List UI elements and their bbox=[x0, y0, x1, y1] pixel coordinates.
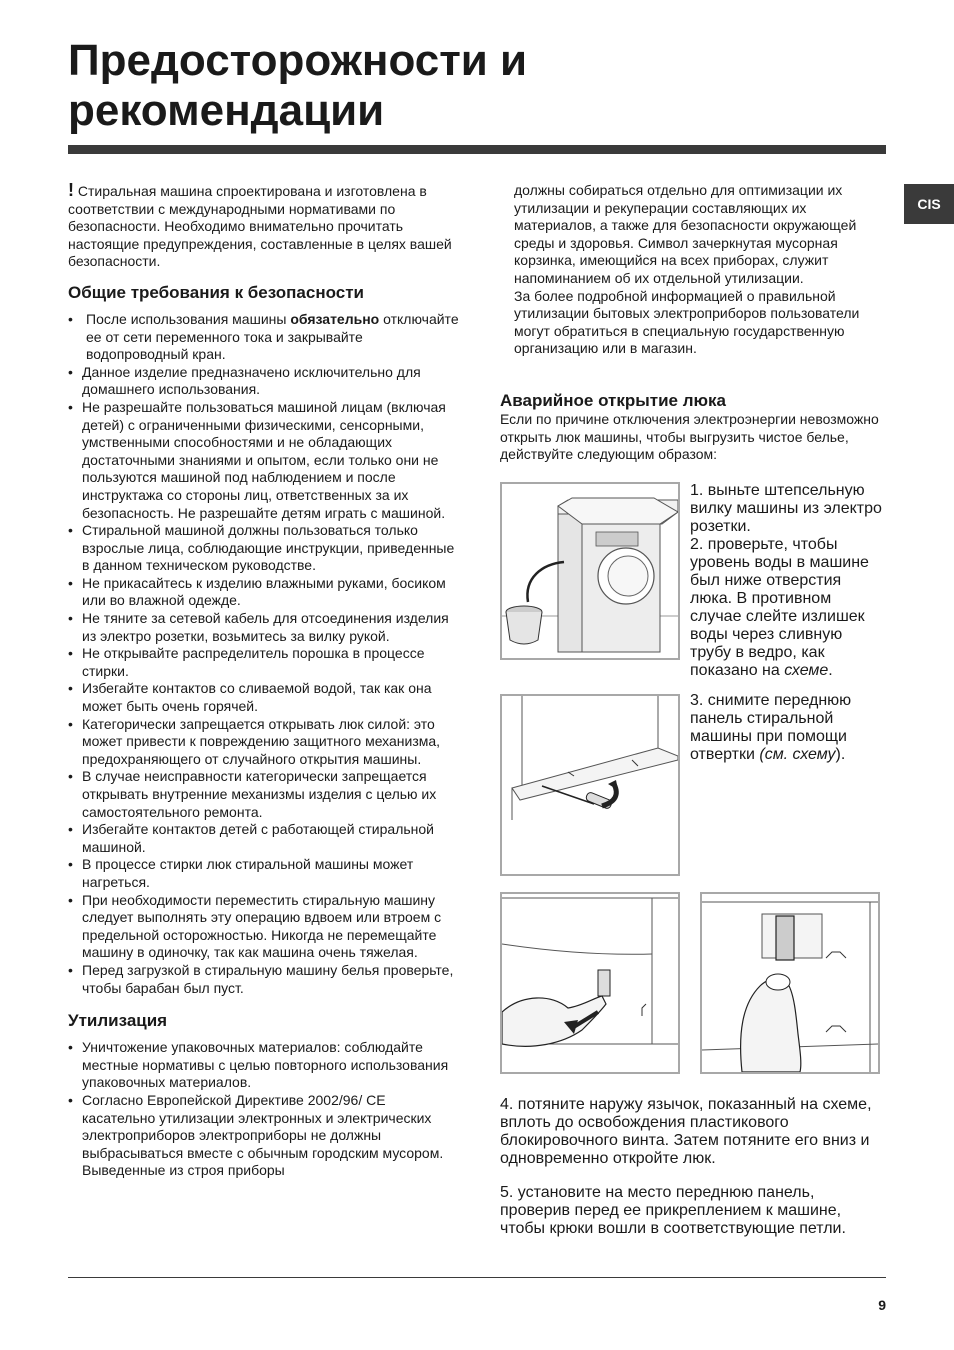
figure-open-door bbox=[700, 892, 880, 1074]
step-4: 4. потяните наружу язычок, показанный на схеме, вплоть до освобождения пластикового блокировочного винта. Затем потяните его вниз и одновременно откройте люк. bbox=[500, 1096, 872, 1167]
list-item: • В случае неисправности категорически запрещается открывать внутренние механизмы изделия с целью их самостоятельного ремонта. bbox=[68, 768, 460, 821]
emergency-door-heading: Аварийное открытие люка bbox=[500, 390, 727, 410]
list-item-text: отключайте ее от сети переменного тока и закрывайте водопроводный кран. bbox=[86, 310, 459, 363]
hand-lever-illustration bbox=[702, 894, 878, 1072]
figure-drain-water bbox=[500, 482, 680, 660]
recycling-heading: Утилизация bbox=[68, 1011, 168, 1031]
emergency-door-intro: Если по причине отключения электроэнергии невозможно открыть люк машины, чтобы выгрузить чистое белье, действуйте следующим образом: bbox=[500, 410, 879, 463]
list-item: • В процессе стирки люк стиральной машины может нагреться. bbox=[68, 856, 460, 891]
list-item: • Избегайте контактов со сливаемой водой, так как она может быть очень горячей. bbox=[68, 680, 460, 715]
intro-paragraph bbox=[68, 182, 460, 271]
list-item: • Уничтожение упаковочных материалов: соблюдайте местные нормативы с целью повторного использования упаковочных материалов. bbox=[68, 1039, 460, 1092]
footer-divider bbox=[68, 1277, 886, 1278]
step-2 bbox=[690, 536, 886, 680]
step-3 bbox=[690, 692, 886, 764]
step-5: 5. установите на место переднюю панель, проверив перед ее прикреплением к машине, чтобы крюки вошли в соответствующие петли. bbox=[500, 1184, 846, 1237]
page-title-line2: рекомендации bbox=[68, 86, 385, 135]
emergency-steps bbox=[500, 482, 886, 1237]
hand-pull-tab-illustration bbox=[502, 894, 678, 1072]
list-item: • При необходимости переместить стиральную машину следует выполнять эту операцию вдвоем или втроем с предельной осторожностью. Никогда не перемещайте машину в одиночку, так как машина очень тяжелая. bbox=[68, 892, 460, 962]
list-item: • Категорически запрещается открывать люк силой: это может привести к повреждению защитного механизма, предохраняющего от случайного открытия машины. bbox=[68, 716, 460, 769]
list-item bbox=[68, 311, 460, 364]
list-item: • Не прикасайтесь к изделию влажными руками, босиком или во влажной одежде. bbox=[68, 575, 460, 610]
step-2-emphasis: схеме bbox=[784, 662, 829, 679]
list-item: • Избегайте контактов детей с работающей стиральной машиной. bbox=[68, 821, 460, 856]
title-divider bbox=[68, 145, 886, 154]
list-item-bold: обязательно bbox=[290, 310, 380, 327]
step-1: 1. выньте штепсельную вилку машины из электро розетки. bbox=[690, 482, 882, 535]
step-3-text bbox=[690, 692, 886, 764]
figure-remove-panel bbox=[500, 694, 680, 876]
list-item: • Согласно Европейской Директиве 2002/96/ CE касательно утилизации электронных и электрических электроприборов электроприборы не должны выбрасываться вместе с обычным городским мусором. Выведенные из строя приборы bbox=[68, 1092, 460, 1180]
step-3-end: ). bbox=[835, 746, 846, 763]
right-column bbox=[500, 182, 886, 493]
general-safety-list bbox=[68, 311, 460, 997]
list-item: • Не разрешайте пользоваться машиной лицам (включая детей) с ограниченными физическими, сенсорными, умственными способностями и не обладающих достаточными знаниями и опытом, если только они не пользуются машиной под наблюдением и после инструктажа со стороны лиц, ответственных за их безопасность. Не разрешайте детям играть с машиной. bbox=[68, 399, 460, 522]
step-3-emphasis: (см. схему bbox=[759, 746, 836, 763]
list-item-text: После использования машины bbox=[86, 310, 291, 327]
steps-1-2-text bbox=[690, 482, 886, 680]
general-safety-heading: Общие требования к безопасности bbox=[68, 282, 364, 302]
step-3-main: 3. снимите переднюю панель стиральной машины при помощи отвертки bbox=[690, 692, 852, 763]
list-item: • Перед загрузкой в стиральную машину белья проверьте, чтобы барабан был пуст. bbox=[68, 962, 460, 997]
recycling-contact: За более подробной информацией о правильной утилизации бытовых электроприборов пользователи могут обратиться в специальную государственную организацию или в магазин. bbox=[514, 287, 860, 357]
step-2-end: . bbox=[828, 662, 833, 679]
list-item: • Не тяните за сетевой кабель для отсоединения изделия из электро розетки, возьмитесь за вилку рукой. bbox=[68, 610, 460, 645]
page-title-line1: Предосторожности и bbox=[68, 36, 528, 85]
list-item: • Не открывайте распределитель порошка в процессе стирки. bbox=[68, 645, 460, 680]
intro-text: Стиральная машина спроектирована и изготовлена в соответствии с международными нормативами по безопасности. Необходимо внимательно прочитать настоящие предупреждения, составленные в целях вашей безопасности. bbox=[68, 183, 452, 270]
page-number: 9 bbox=[878, 1297, 886, 1313]
warning-mark-icon: ! bbox=[68, 180, 74, 200]
recycling-list bbox=[68, 1039, 460, 1180]
list-item: • Стиральной машиной должны пользоваться только взрослые лица, соблюдающие инструкции, приведенные в данном техническом руководстве. bbox=[68, 522, 460, 575]
washing-machine-drain-illustration bbox=[502, 484, 678, 658]
recycling-continuation: должны собираться отдельно для оптимизации их утилизации и рекуперации составляющих их материалов, а также для безопасности окружающей среды и здоровья. Символ зачеркнутая мусорная корзинка, имеющийся на всех приборах, служит напоминанием об их отдельной утилизации. bbox=[514, 182, 857, 286]
list-item: • Данное изделие предназначено исключительно для домашнего использования. bbox=[68, 364, 460, 399]
page-title bbox=[68, 36, 868, 136]
step-2-text: 2. проверьте, чтобы уровень воды в машине был ниже отверстия люка. В противном случае слейте излишек воды через сливную трубу в ведро, как показано на bbox=[690, 536, 869, 679]
screwdriver-panel-illustration bbox=[502, 696, 678, 874]
figure-pull-tab bbox=[500, 892, 680, 1074]
left-column bbox=[68, 182, 460, 1180]
language-tab: CIS bbox=[904, 184, 954, 224]
